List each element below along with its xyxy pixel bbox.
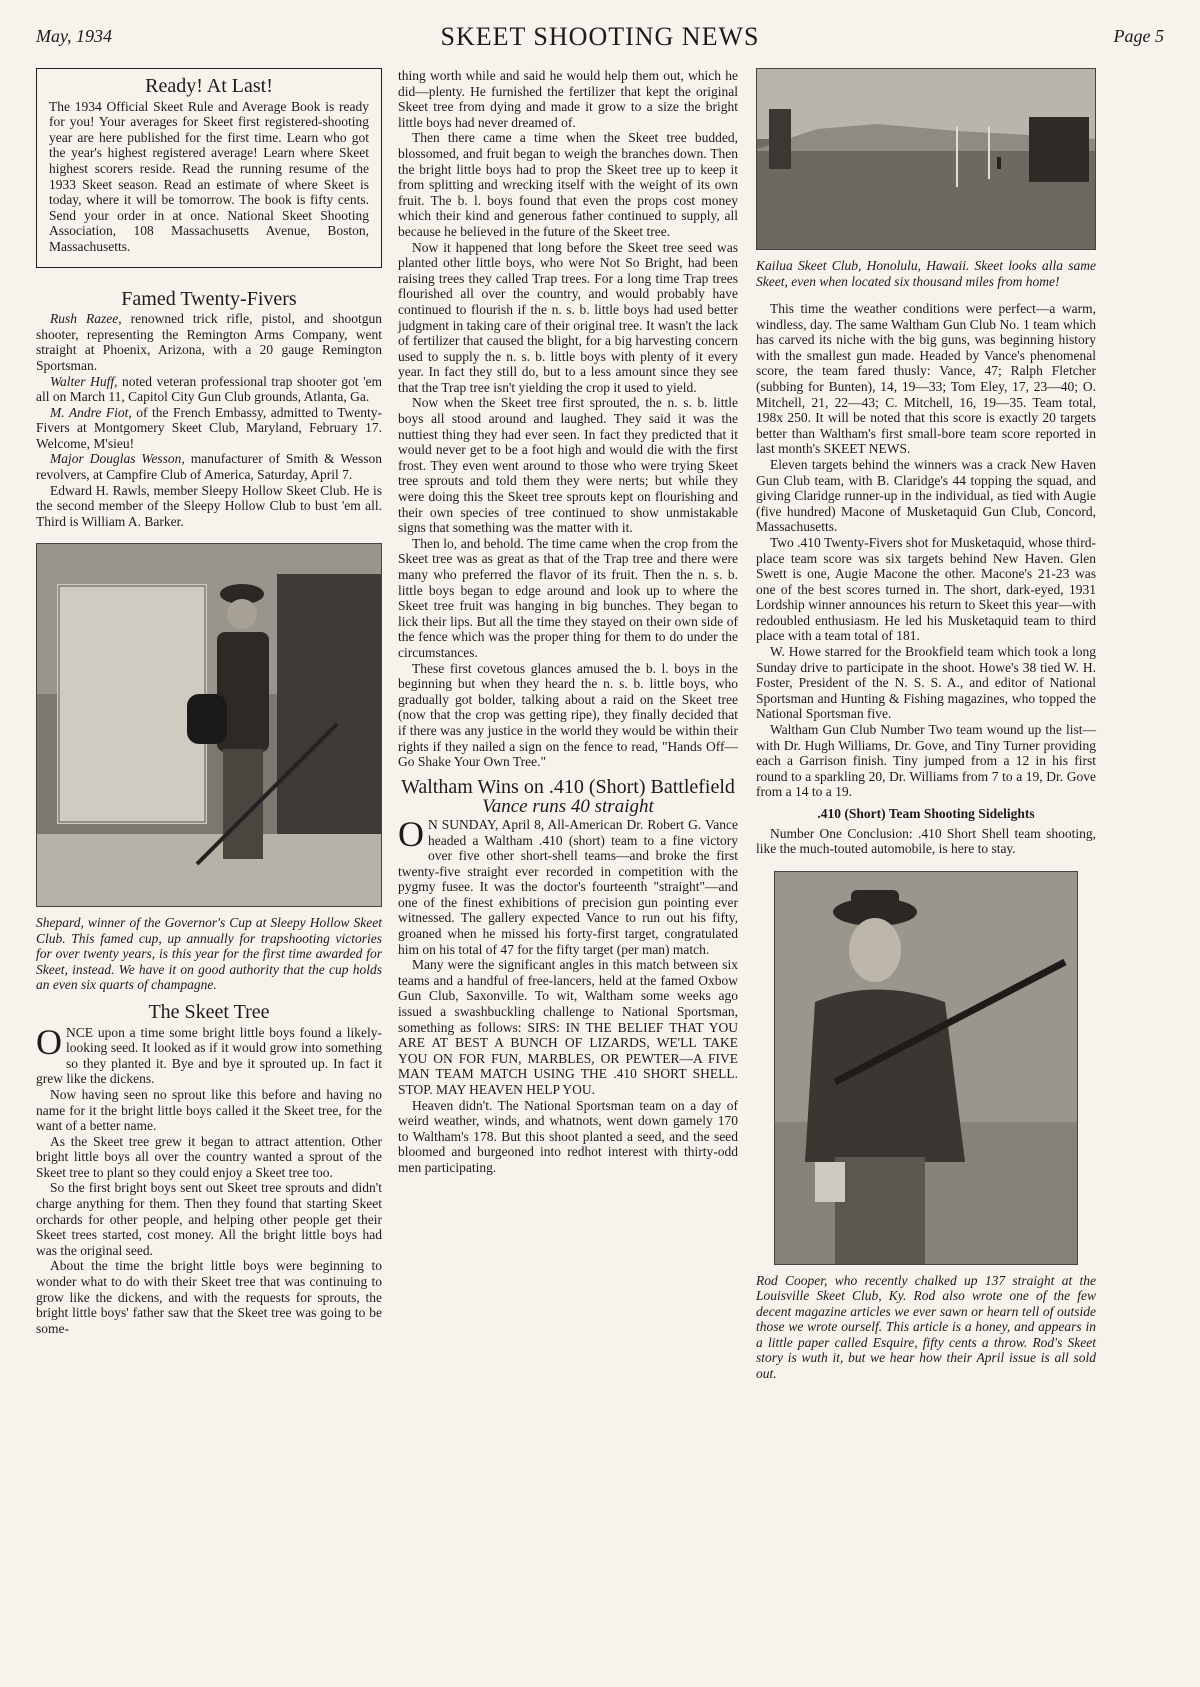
kailua-photo [756,68,1096,250]
ready-title: Ready! At Last! [145,75,273,97]
fivers-item: Major Douglas Wesson, manufacturer of Smith & Wesson revolvers, at Campfire Club of America, Saturday, April 7. [36,451,382,483]
tree-dropcap: O [36,1021,62,1062]
fivers-item: Walter Huff, noted veteran professional trap shooter got 'em all on March 11, Capitol City Gun Club grounds, Atlanta, Ga. [36,373,382,405]
waltham-title: Waltham Wins on .410 (Short) Battlefield [401,775,735,798]
shepard-photo-image [37,544,382,906]
fivers-item: Rush Razee, renowned trick rifle, pistol, and shootgun shooter, representing the Remington Arms Company, went straight at Phoenix, Arizona, with a 20 gauge Remington Sportsman. [36,311,382,373]
waltham-para: Heaven didn't. The National Sportsman team on a day of weird weather, winds, and whatnots, went down gamely 170 to Waltham's 178. But this shoot planted a seed, and the seed bloomed and burgeoned into redhot interest with thirty-odd men participating. [398,1097,738,1175]
issue-date: May, 1934 [36,26,112,46]
tree-cont-para: These first covetous glances amused the b. l. boys in the beginning but when they heard the n. s. b. little boys, who gradually got bolder, talking about a raid on the Skeet tree (now that the crop was getting ripe), they finally decided that if there was any justice in the world they would be within their rights if they nailed a sign on the fence to read, "Hands Off—Go Shake Your Own Tree." [398,660,738,770]
kailua-photo-image [757,69,1096,249]
ready-body: The 1934 Official Skeet Rule and Average Book is ready for you! Your averages for Skeet first registered-shooting year are here published for the first time. Learn who got the year's highest registered average! Learn where Skeet highest scorers reside. Read the running resume of the 1933 Skeet season. Read an estimate of where Skeet is today, where it will be tomorrow. The book is fifty cents. Send your order in at once. National Skeet Shooting Association, 108 Massachusetts Avenue, Boston, Massachusetts. [49,98,369,254]
ready-box [36,68,382,268]
tree-cont-para: thing worth while and said he would help them out, which he did—plenty. He furnished the fertilizer that kept the original Skeet tree from dying and made it grow to a size the bright little boys had never dreamed of. [398,68,738,130]
column-middle [398,68,738,1176]
fivers-item: Edward H. Rawls, member Sleepy Hollow Skeet Club. He is the second member of the Sleepy Hollow Club to bust 'em all. Third is William A. Barker. [36,482,382,529]
page-header [36,18,1164,58]
shepard-photo [36,543,382,907]
tree-para: So the first bright boys sent out Skeet tree sprouts and didn't charge anything for them. Then they found that starting Skeet orchards for other people, and helping other people get their Skeet trees started, cost money. All the bright little boys had was the original seed. [36,1180,382,1258]
tree-para: Now having seen no sprout like this before and having no name for it the bright little boys called it the Skeet tree, for the want of a better name. [36,1086,382,1134]
tree-title: The Skeet Tree [148,1000,270,1023]
page-number: Page 5 [1113,26,1164,46]
col3-para: Two .410 Twenty-Fivers shot for Musketaquid, whose third-place team score was six targets behind New Haven. Glen Swett is one, Augie Macone the other. Macone's 21-23 was one of the best scores turned in. The short, dark-eyed, 1931 Lordship winner announces his return to Skeet this year—with redoubled enthusiasm. He led his Musketaquid team to third place with a team total of 181. [756,534,1096,644]
sidelights-para: Number One Conclusion: .410 Short Shell team shooting, like the much-touted automobile, is here to stay. [756,825,1096,857]
tree-cont-para: Then there came a time when the Skeet tree budded, blossomed, and fruit began to weigh the branches down. Then the bright little boys had to prop the Skeet tree up to keep it from splitting and wrecking itself with the weight of its own fruit. The b. l. boys found that even the props cost money which their kind and generous father continued to supply, all because he believed in the future of the Skeet tree. [398,130,738,239]
publication-title: SKEET SHOOTING NEWS [440,22,760,51]
waltham-dropcap: O [398,813,424,854]
fivers-title: Famed Twenty-Fivers [121,287,297,310]
tree-first-para: ONCE upon a time some bright little boys found a likely-looking seed. It looked as if it would grow into something so they planted it. Bye and bye it sprouted up. In fact it grew like the dickens. [36,1021,382,1087]
col3-para: Eleven targets behind the winners was a crack New Haven Gun Club team, with B. Claridge's 44 topping the squad, and giving Claridge runner-up in the individual, as tied with Augie (five hundred) Macone of Musketaquid Gun Club, Concord, Massachusetts. [756,456,1096,535]
cooper-photo-image [775,872,1077,1264]
column-left [36,68,382,1336]
cooper-caption: Rod Cooper, who recently chalked up 137 straight at the Louisville Skeet Club, Ky. Rod also wrote one of the few decent magazine articles we ever sawn or hearn tell of outside those we wrote ourself. This article is a honey, and appears in a little paper called Esquire, fifty cents a throw. Rod's Skeet story is wuth it, but we hear how their April issue is all sold out. [756,1272,1096,1381]
tree-cont-para: Then lo, and behold. The time came when the crop from the Skeet tree was as great as that of the Trap tree and there were many who preferred the flavor of its fruit. Then the n. s. b. little boys began to edge around and look up to where the Skeet tree fruit was hanging in big bunches. They began to lick their lips. But all the time they stayed on their own side of the fence which was the proper thing for them to do under the circumstances. [398,535,738,660]
fivers-list [36,311,382,529]
waltham-para: Many were the significant angles in this match between six teams and a handful of free-lancers, held at the famed Oxbow Gun Club, Saxonville. To wit, Waltham some weeks ago issued a swashbuckling challenge to National Sportsman, something as follows: SIRS: IN THE BELIEF THAT YOU ARE AT BEST A BUNCH OF LIZARDS, WE'LL TAKE YOU ON FOR FUN, MARBLES, OR PEWTER—A FIVE MAN TEAM MATCH USING THE .410 SHORT SHELL. STOP. MAY HEAVEN HELP YOU. [398,957,738,1097]
tree-para: As the Skeet tree grew it began to attract attention. Other bright little boys all over the country wanted a sprout of the Skeet tree to plant so they could enjoy a Skeet tree too. [36,1133,382,1180]
col3-para: Waltham Gun Club Number Two team wound up the list—with Dr. Hugh Williams, Dr. Gove, and Tiny Turner providing each a Garrison finish. Tiny jumped from a 12 in his first round to a sparkling 20, Dr. Williams from 7 to a 19, Dr. Gove from a 14 to a 19. [756,722,1096,800]
waltham-subtitle: Vance runs 40 straight [482,796,654,818]
column-right [756,68,1096,1393]
tree-cont-para: Now it happened that long before the Skeet tree seed was planted other little boys, who were Not So Bright, had been raising trees they called Trap trees. For a long time Trap trees flourished all over the country, and would probably have continued to flourish if the n. s. b. little boys had used better judgment in taking care of their original tree. It wasn't the lack of fertilizer that caused the blight, for a big harvesting concern used to supply the n. s. b. little boys with plenty of it every year. In fact they still do, but to a less amount since they see that the Trap tree isn't yielding the crop it used to yield. [398,239,738,395]
col3-para: W. Howe starred for the Brookfield team which took a long Sunday drive to participate in the shoot. Howe's 38 tied W. H. Foster, President of the N. S. S. A., and editor of National Sportsman and Hunting & Fishing magazines, who topped the National Sportsman five. [756,644,1096,722]
tree-para: About the time the bright little boys were beginning to wonder what to do with their Skeet tree that was continuing to grow like the dickens, and with the requests for sprouts, the bright little boys' father saw that the Skeet tree was going to be some- [36,1258,382,1336]
shepard-caption: Shepard, winner of the Governor's Cup at Sleepy Hollow Skeet Club. This famed cup, up annually for trapshooting victories for over twenty years, is this year for the first time awarded for Skeet, instead. We have it on good authority that the cup holds an even six quarts of champagne. [36,915,382,993]
sidelights-title: .410 (Short) Team Shooting Sidelights [817,806,1035,821]
cooper-photo [774,871,1078,1265]
waltham-first-para: O N SUNDAY, April 8, All-American Dr. Robert G. Vance headed a Waltham .410 (short) team to a fine victory over five other short-shell teams—and broke the first twenty-five straight ever recorded in competition with the pygmy fusee. It was the doctor's fourteenth "straight"—and one of the finest exhibitions of precision gun pointing ever witnessed. The gallery expected Vance to run out his fifty, groaned when he missed his forty-first target, congratulated him on his total of 47 for the fifty target (per man) match. [398,813,738,957]
col3-para: This time the weather conditions were perfect—a warm, windless, day. The same Waltham Gun Club No. 1 team which has carved its niche with the big guns, was beginning history with the smallest gun made. Headed by Vance's phenomenal score, the team fared thusly: Vance, 47; Ralph Fletcher (subbing for Bunten), 14, 19—33; Tom Eley, 17, 23—40; O. Mitchell, 21, 22—43; C. Mitchell, 16, 19—35. Team total, 198x 250. It will be noted that this score is exactly 20 targets better than Waltham's first small-bore team score reported in last month's SKEET NEWS. [756,301,1096,457]
tree-cont-para: Now when the Skeet tree first sprouted, the n. s. b. little boys all stood around and laughed. They said it was the nuttiest thing they had ever seen. In fact they predicted that it would never get to be a foot high and would die with the first frost. They even went around to those who were trying Skeet tree sprouts and told them they were nerts; but while they were doing this the Skeet tree sprouts kept on flourishing and their own species of tree continued to show unmistakable signs that something was the matter with it. [398,395,738,536]
kailua-caption: Kailua Skeet Club, Honolulu, Hawaii. Skeet looks alla same Skeet, even when located six thousand miles from home! [756,258,1096,289]
fivers-item: M. Andre Fiot, of the French Embassy, admitted to Twenty-Fivers at Montgomery Skeet Club, Maryland, February 17. Welcome, M'sieu! [36,404,382,451]
